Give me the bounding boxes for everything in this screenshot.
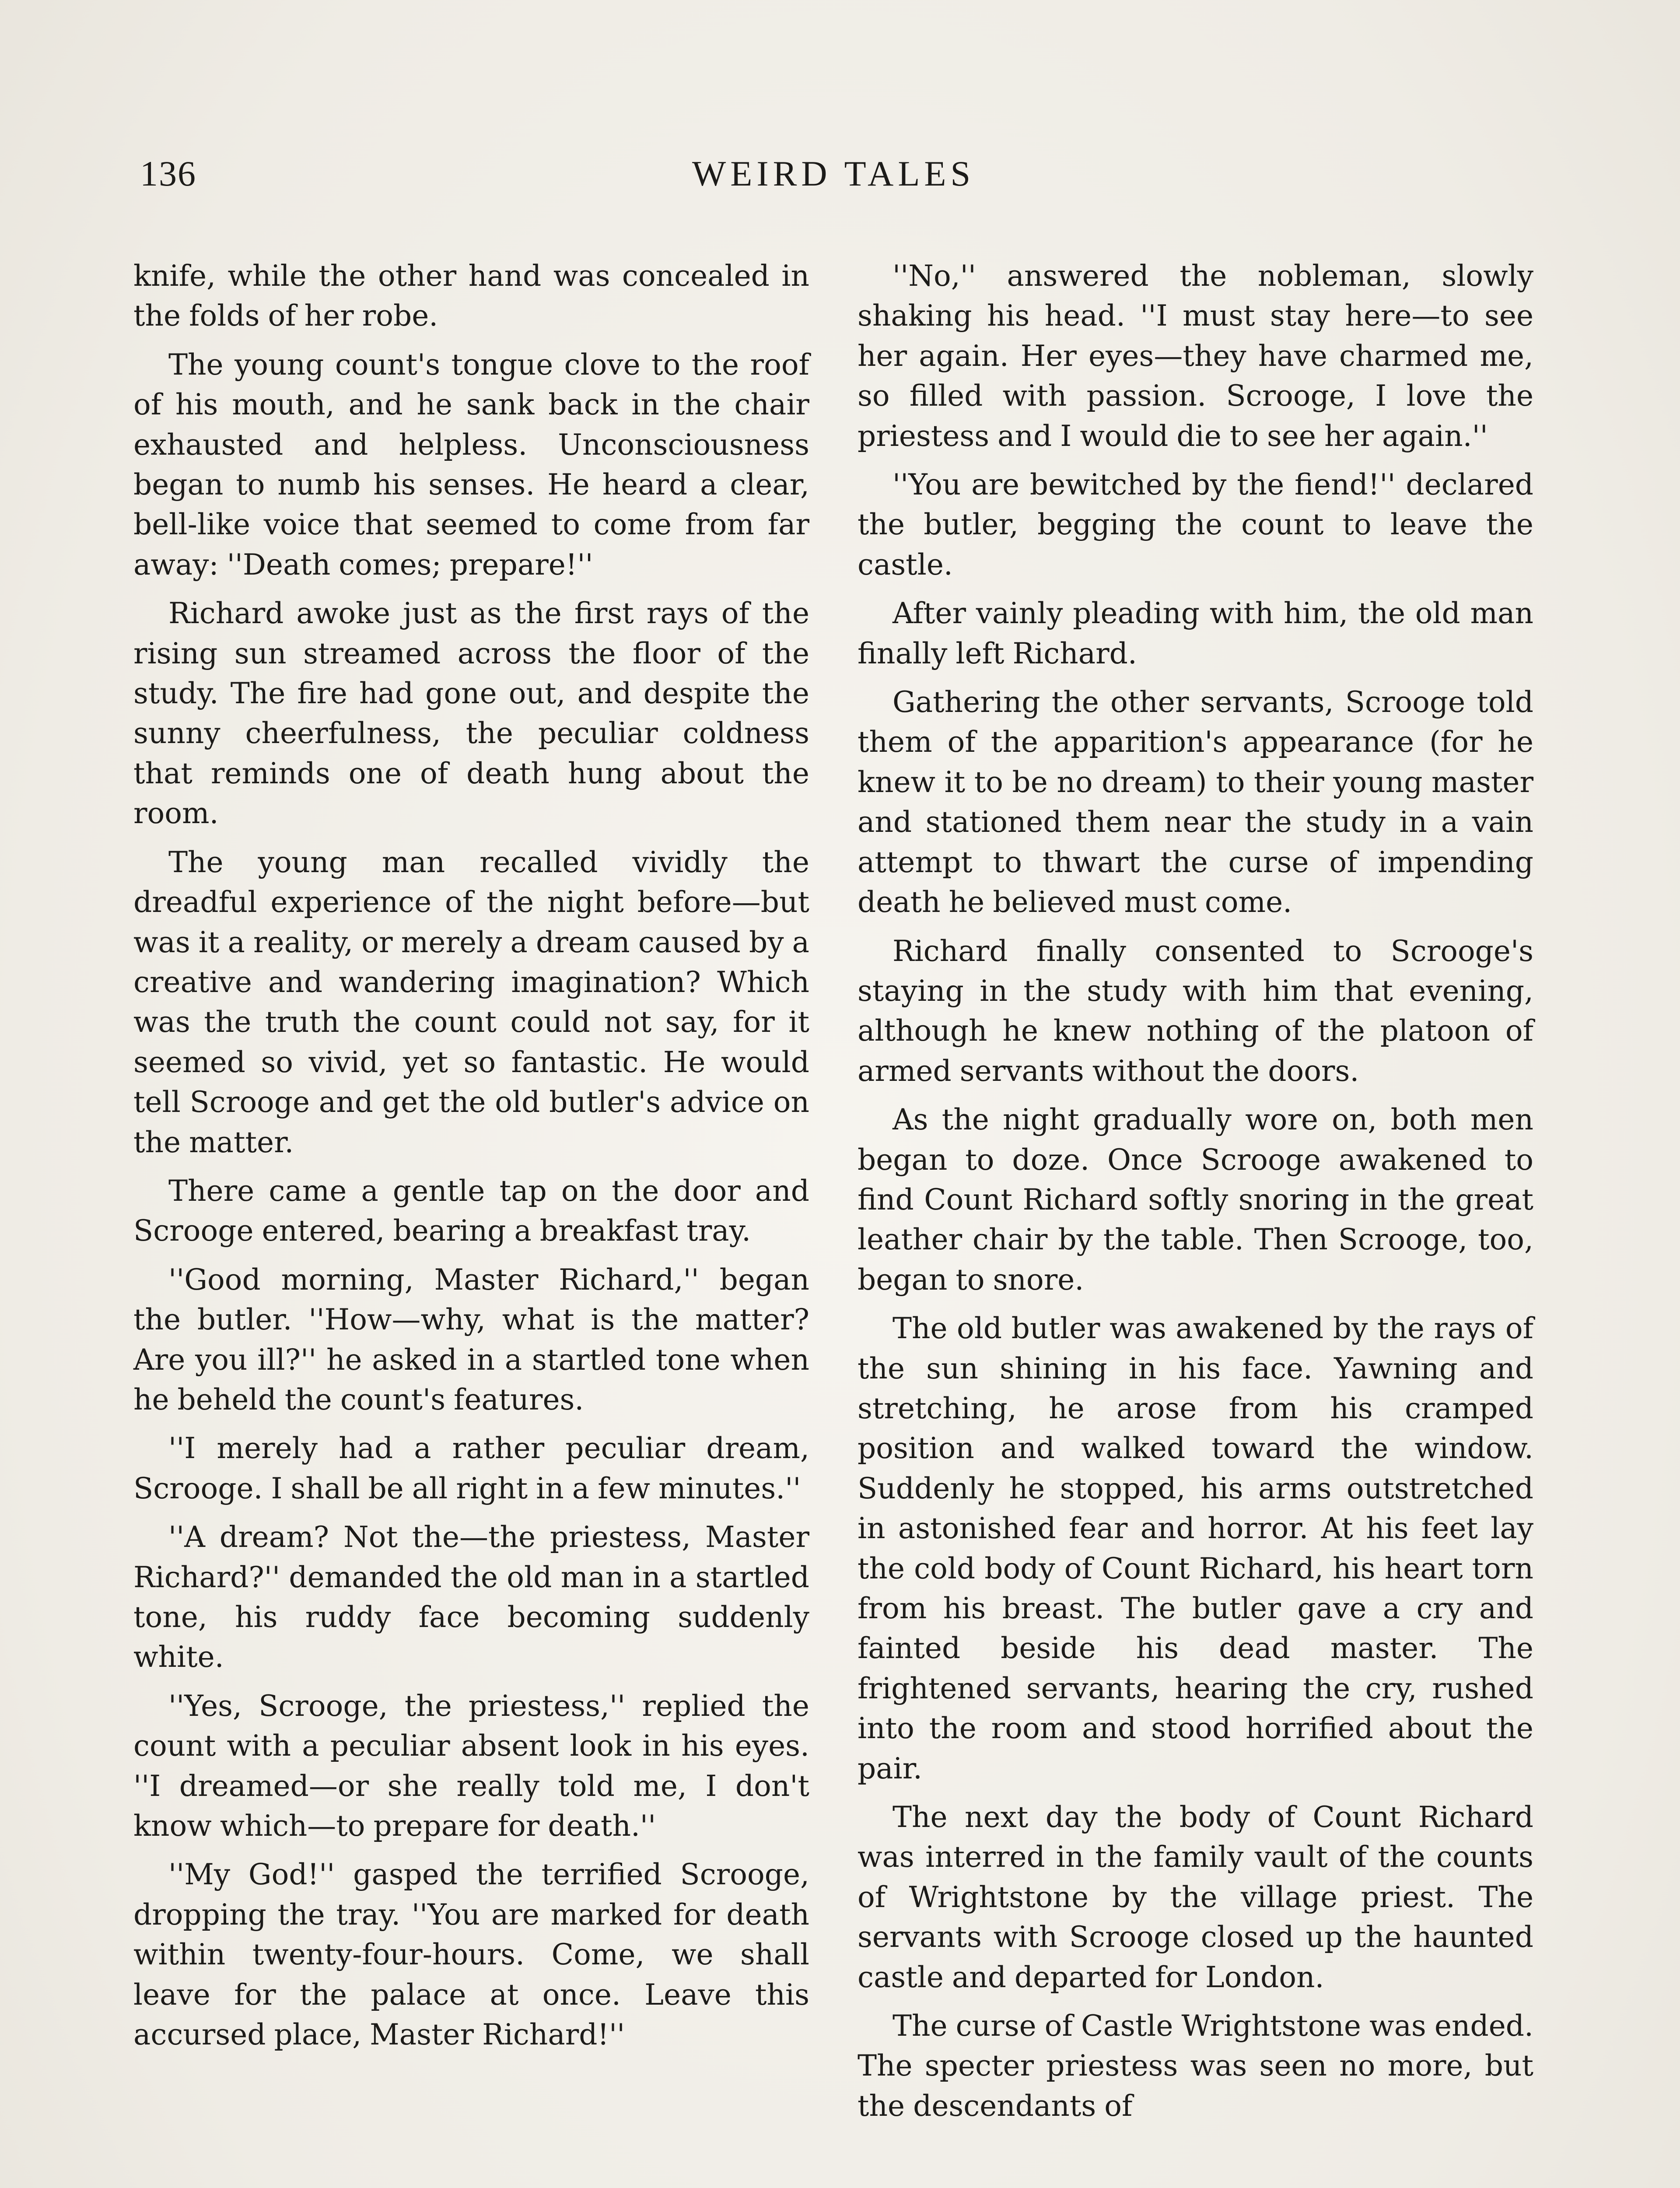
- paragraph: The curse of Castle Wrightstone was ended. The specter priestess was seen no more, but the descendants of: [858, 2009, 1533, 2123]
- paragraph: There came a gentle tap on the door and Scrooge entered, bearing a breakfast tray.: [133, 1174, 809, 1248]
- paragraph: knife, while the other hand was concealed in the folds of her robe.: [133, 259, 809, 333]
- running-head-title: WEIRD TALES: [692, 154, 975, 193]
- paragraph: After vainly pleading with him, the old man finally left Richard.: [858, 596, 1533, 670]
- paragraph: Richard awoke just as the first rays of the rising sun streamed across the floor of the study. The fire had gone out, and despite the sunny cheerfulness, the peculiar coldness that reminds one of death hung about the room.: [133, 596, 809, 831]
- paragraph: The young man recalled vividly the dreadful experience of the night before—but was it a reality, or merely a dream caused by a creative and wandering imagination? Which was the truth the count could not say, for it seemed so vivid, yet so fantastic. He would tell Scrooge and get the old butler's advice on the matter.: [133, 845, 809, 1159]
- paragraph: Gathering the other servants, Scrooge told them of the apparition's appearance (for he knew it to be no dream) to their young master and stationed them near the study in a vain attempt to thwart the curse of impending death he believed must come.: [858, 685, 1533, 919]
- paragraph: ''You are bewitched by the fiend!'' declared the butler, begging the count to leave the castle.: [858, 468, 1533, 582]
- paragraph: ''No,'' answered the nobleman, slowly shaking his head. ''I must stay here—to see her again. Her eyes—they have charmed me, so filled with passion. Scrooge, I love the priestess and I would die to see her again.'': [858, 259, 1533, 453]
- paragraph: The next day the body of Count Richard was interred in the family vault of the counts of Wrightstone by the village priest. The servants with Scrooge closed up the haunted castle and departed for London.: [858, 1800, 1533, 1994]
- page-header: [140, 153, 1527, 206]
- paragraph: ''Yes, Scrooge, the priestess,'' replied the count with a peculiar absent look in his eyes. ''I dreamed—or she really told me, I don't know which—to prepare for death.'': [133, 1689, 809, 1843]
- right-text-column: [858, 256, 1533, 2135]
- paragraph: The young count's tongue clove to the roof of his mouth, and he sank back in the chair exhausted and helpless. Unconsciousness began to numb his senses. He heard a clear, bell-like voice that seemed to come from far away: ''Death comes; prepare!'': [133, 347, 809, 582]
- paragraph: The old butler was awakened by the rays of the sun shining in his face. Yawning and stretching, he arose from his cramped position and walked toward the window. Suddenly he stopped, his arms outstretched in astonished fear and horror. At his feet lay the cold body of Count Richard, his heart torn from his breast. The butler gave a cry and fainted beside his dead master. The frightened servants, hearing the cry, rushed into the room and stood horrified about the pair.: [858, 1311, 1533, 1785]
- paragraph: As the night gradually wore on, both men began to doze. Once Scrooge awakened to find Count Richard softly snoring in the great leather chair by the table. Then Scrooge, too, began to snore.: [858, 1103, 1533, 1297]
- page-number: 136: [140, 154, 196, 193]
- paragraph: ''Good morning, Master Richard,'' began the butler. ''How—why, what is the matter? Are you ill?'' he asked in a startled tone when he beheld the count's features.: [133, 1262, 809, 1417]
- paragraph: ''A dream? Not the—the priestess, Master Richard?'' demanded the old man in a startled tone, his ruddy face becoming suddenly white.: [133, 1520, 809, 1674]
- paragraph: ''I merely had a rather peculiar dream, Scrooge. I shall be all right in a few minutes.'': [133, 1431, 809, 1505]
- paragraph: Richard finally consented to Scrooge's staying in the study with him that evening, although he knew nothing of the platoon of armed servants without the doors.: [858, 934, 1533, 1088]
- left-text-column: [133, 256, 809, 2063]
- paragraph: ''My God!'' gasped the terrified Scrooge, dropping the tray. ''You are marked for death within twenty-four-hours. Come, we shall leave for the palace at once. Leave this accursed place, Master Richard!'': [133, 1858, 809, 2052]
